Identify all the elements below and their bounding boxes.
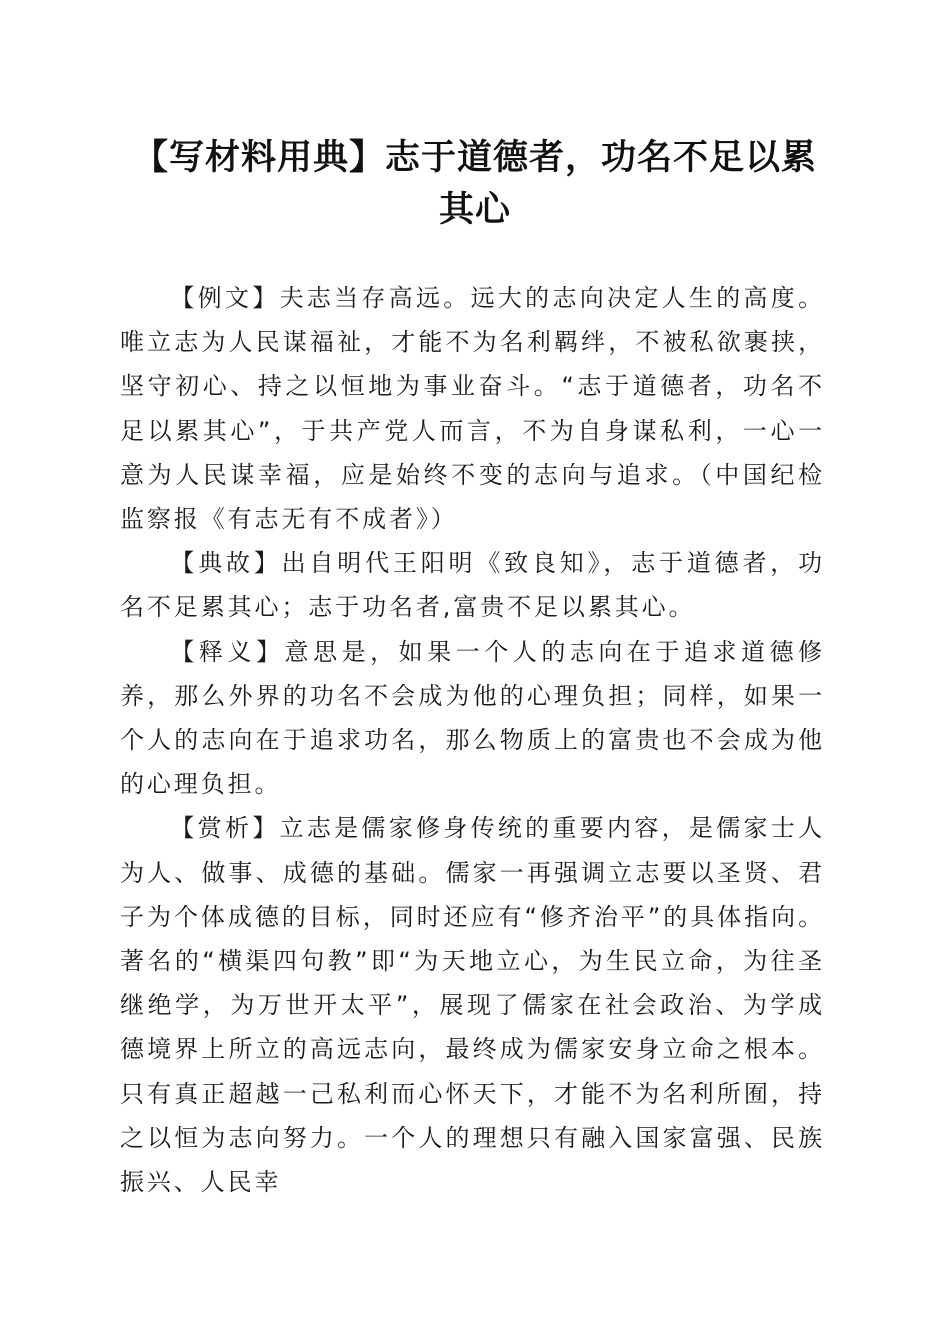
paragraph-allusion	[120, 541, 825, 629]
paragraph-appreciation	[120, 806, 825, 1204]
paragraph-example	[120, 276, 825, 541]
paragraph-text: 意思是，如果一个人的志向在于追求道德修养，那么外界的功名不会成为他的心理负担；同样，如果一个人的志向在于追求功名，那么物质上的富贵也不会成为他的心理负担。	[120, 637, 825, 799]
paragraph-label: 【例文】	[170, 284, 280, 312]
document-title: 【写材料用典】志于道德者，功名不足以累其心	[132, 137, 817, 230]
document-body	[120, 276, 825, 1204]
paragraph-text: 出自明代王阳明《致良知》，志于道德者，功名不足累其心；志于功名者,富贵不足以累其心。	[120, 549, 826, 622]
paragraph-text: 夫志当存高远。远大的志向决定人生的高度。唯立志为人民谋福祉，才能不为名利羁绊，不被私欲裹挟，坚守初心、持之以恒地为事业奋斗。“志于道德者，功名不足以累其心”，于共产党人而言，不为自身谋私利，一心一意为人民谋幸福，应是始终不变的志向与追求。（中国纪检监察报《有志无有不成者》）	[120, 284, 825, 534]
paragraph-label: 【释义】	[170, 637, 285, 666]
paragraph-meaning	[120, 630, 825, 807]
paragraph-label: 【赏析】	[170, 814, 280, 843]
paragraph-label: 【典故】	[170, 549, 282, 578]
paragraph-text: 立志是儒家修身传统的重要内容，是儒家士人为人、做事、成德的基础。儒家一再强调立志要以圣贤、君子为个体成德的目标，同时还应有“修齐治平”的具体指向。著名的“横渠四句教”即“为天地立心，为生民立命，为往圣继绝学，为万世开太平”，展现了儒家在社会政治、为学成德境界上所立的高远志向，最终成为儒家安身立命之根本。只有真正超越一己私利而心怀天下，才能不为名利所囿，持之以恒为志向努力。一个人的理想只有融入国家富强、民族振兴、人民幸	[120, 814, 825, 1197]
